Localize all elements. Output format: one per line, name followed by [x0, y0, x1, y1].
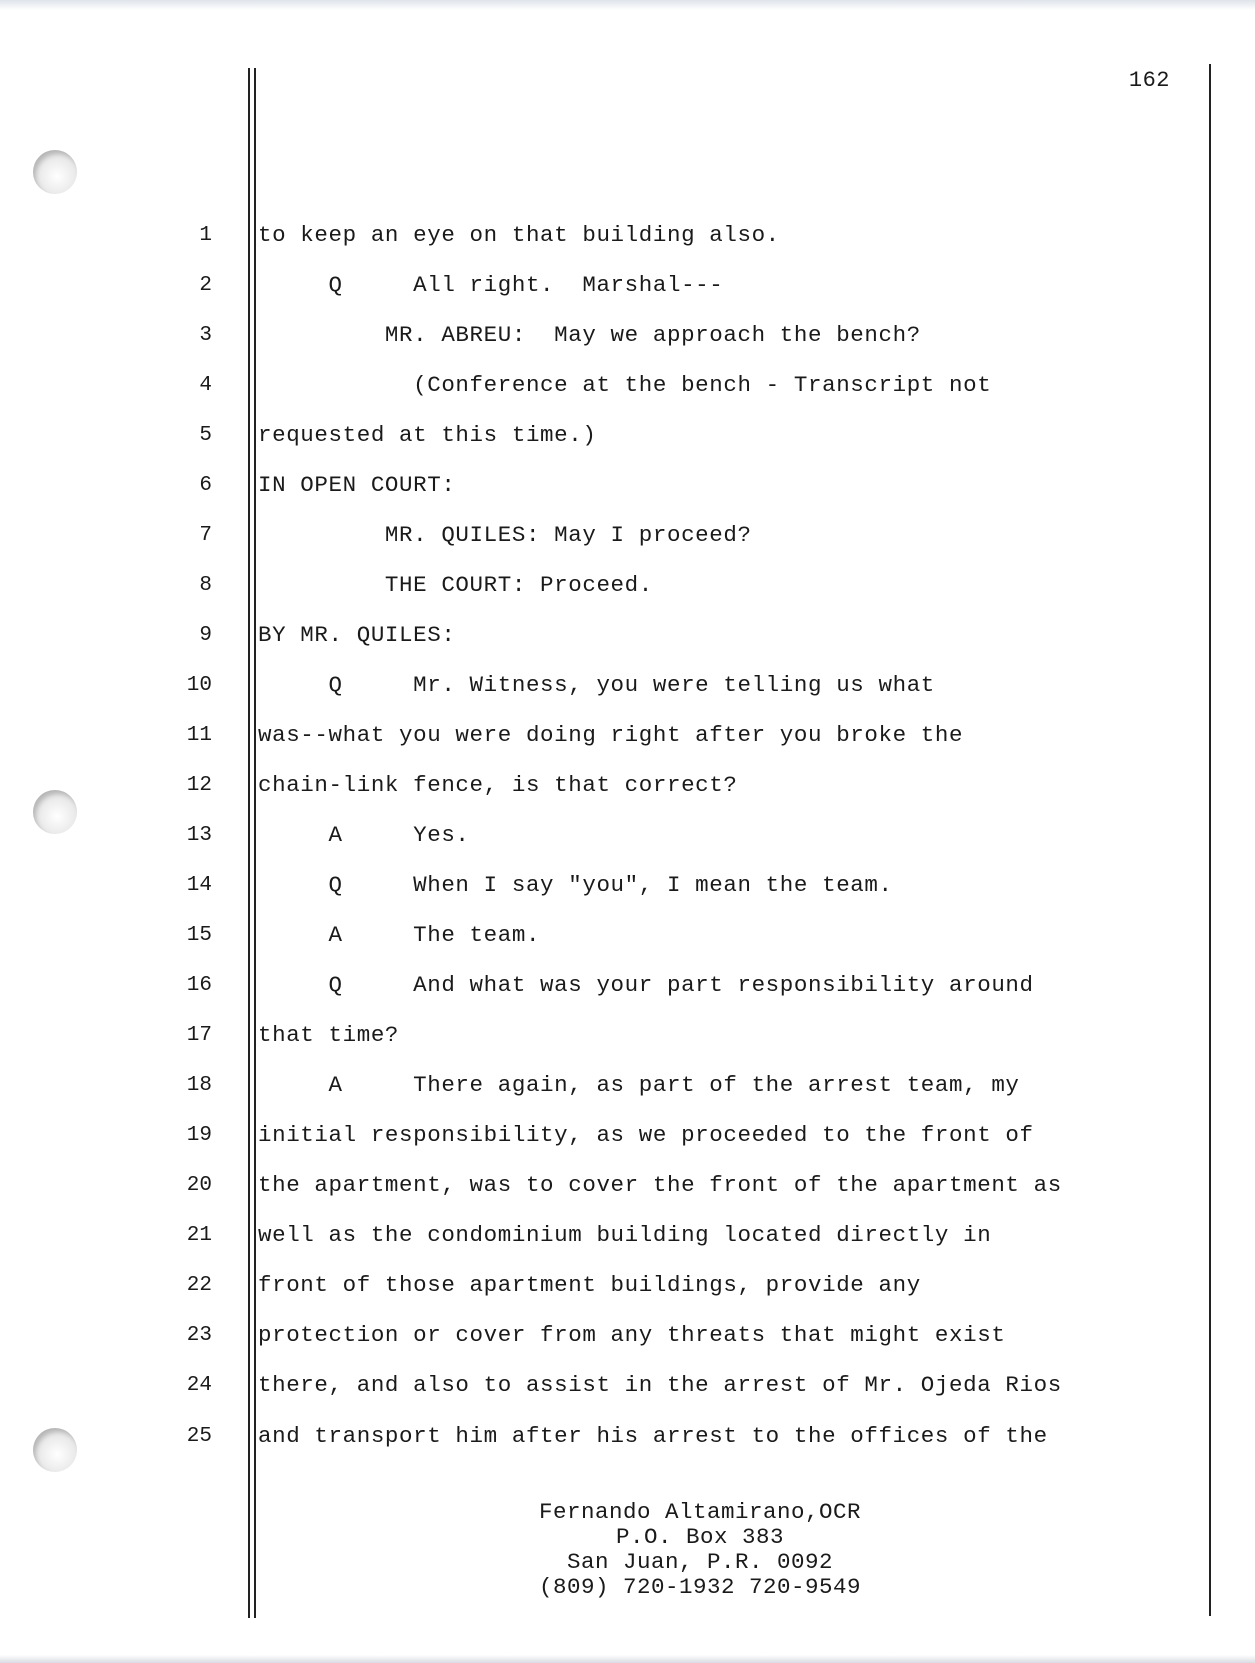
transcript-line [0, 620, 1255, 652]
line-number: 10 [186, 674, 212, 697]
transcript-line [0, 320, 1255, 352]
reporter-address-line: San Juan, P.R. 0092 [566, 1549, 834, 1575]
line-text: there, and also to assist in the arrest of Mr. Ojeda Rios [258, 1372, 1062, 1398]
line-number: 21 [186, 1224, 212, 1247]
line-number: 2 [199, 274, 212, 297]
line-text: to keep an eye on that building also. [258, 222, 780, 248]
line-text: MR. ABREU: May we approach the bench? [258, 322, 921, 348]
line-text: requested at this time.) [258, 422, 597, 448]
line-number: 20 [186, 1174, 212, 1197]
line-text: Q And what was your part responsibility around [258, 972, 1034, 998]
line-number: 19 [186, 1124, 212, 1147]
line-number: 17 [186, 1024, 212, 1047]
line-text: A Yes. [258, 822, 470, 848]
line-number: 5 [199, 424, 212, 447]
line-number: 7 [199, 524, 212, 547]
line-number: 3 [199, 324, 212, 347]
transcript-line [0, 820, 1255, 852]
page-top-edge [0, 0, 1255, 10]
transcript-line [0, 520, 1255, 552]
transcript-line [0, 1370, 1255, 1402]
line-text: MR. QUILES: May I proceed? [258, 522, 752, 548]
transcript-line [0, 1170, 1255, 1202]
line-text: front of those apartment buildings, provide any [258, 1272, 921, 1298]
line-number: 4 [199, 374, 212, 397]
line-text: Q All right. Marshal--- [258, 272, 724, 298]
transcript-line [0, 670, 1255, 702]
transcript-line [0, 470, 1255, 502]
line-number: 22 [186, 1274, 212, 1297]
line-number: 8 [199, 574, 212, 597]
line-number: 9 [199, 624, 212, 647]
transcript-line [0, 870, 1255, 902]
line-number: 16 [186, 974, 212, 997]
page-bottom-edge [0, 1655, 1255, 1663]
punch-hole-icon [33, 150, 77, 194]
line-text: THE COURT: Proceed. [258, 572, 653, 598]
line-number: 25 [186, 1425, 212, 1448]
transcript-line [0, 370, 1255, 402]
transcript-line [0, 1421, 1255, 1453]
line-text: BY MR. QUILES: [258, 622, 456, 648]
transcript-line [0, 970, 1255, 1002]
line-text: IN OPEN COURT: [258, 472, 456, 498]
transcript-line [0, 1320, 1255, 1352]
transcript-line [0, 420, 1255, 452]
line-number: 13 [186, 824, 212, 847]
transcript-line [0, 920, 1255, 952]
line-text: the apartment, was to cover the front of the apartment as [258, 1172, 1062, 1198]
line-text: that time? [258, 1022, 400, 1048]
line-text: Q When I say "you", I mean the team. [258, 872, 893, 898]
reporter-phone: (809) 720-1932 720-9549 [538, 1574, 862, 1600]
reporter-footer [400, 1500, 1000, 1600]
line-number: 24 [186, 1374, 212, 1397]
transcript-line [0, 1120, 1255, 1152]
line-number: 14 [186, 874, 212, 897]
line-text: well as the condominium building located directly in [258, 1222, 992, 1248]
transcript-line [0, 1270, 1255, 1302]
line-number: 11 [186, 724, 212, 747]
reporter-name: Fernando Altamirano,OCR [538, 1499, 862, 1525]
line-number: 1 [199, 224, 212, 247]
line-number: 23 [186, 1324, 212, 1347]
line-text: and transport him after his arrest to the offices of the [258, 1423, 1048, 1449]
transcript-line [0, 270, 1255, 302]
line-number: 15 [186, 924, 212, 947]
line-text: Q Mr. Witness, you were telling us what [258, 672, 935, 698]
line-text: A The team. [258, 922, 541, 948]
reporter-address-line: P.O. Box 383 [615, 1524, 785, 1550]
page-number: 162 [1128, 68, 1170, 93]
line-text: chain-link fence, is that correct? [258, 772, 738, 798]
line-text: initial responsibility, as we proceeded to the front of [258, 1122, 1034, 1148]
line-number: 12 [186, 774, 212, 797]
transcript-line [0, 1220, 1255, 1252]
transcript-line [0, 1020, 1255, 1052]
line-text: A There again, as part of the arrest team, my [258, 1072, 1020, 1098]
transcript-line [0, 220, 1255, 252]
line-text: was--what you were doing right after you broke the [258, 722, 964, 748]
transcript-line [0, 770, 1255, 802]
transcript-line [0, 570, 1255, 602]
line-number: 6 [199, 474, 212, 497]
line-number: 18 [186, 1074, 212, 1097]
line-text: (Conference at the bench - Transcript not [258, 372, 992, 398]
line-text: protection or cover from any threats that might exist [258, 1322, 1006, 1348]
transcript-line [0, 720, 1255, 752]
transcript-line [0, 1070, 1255, 1102]
